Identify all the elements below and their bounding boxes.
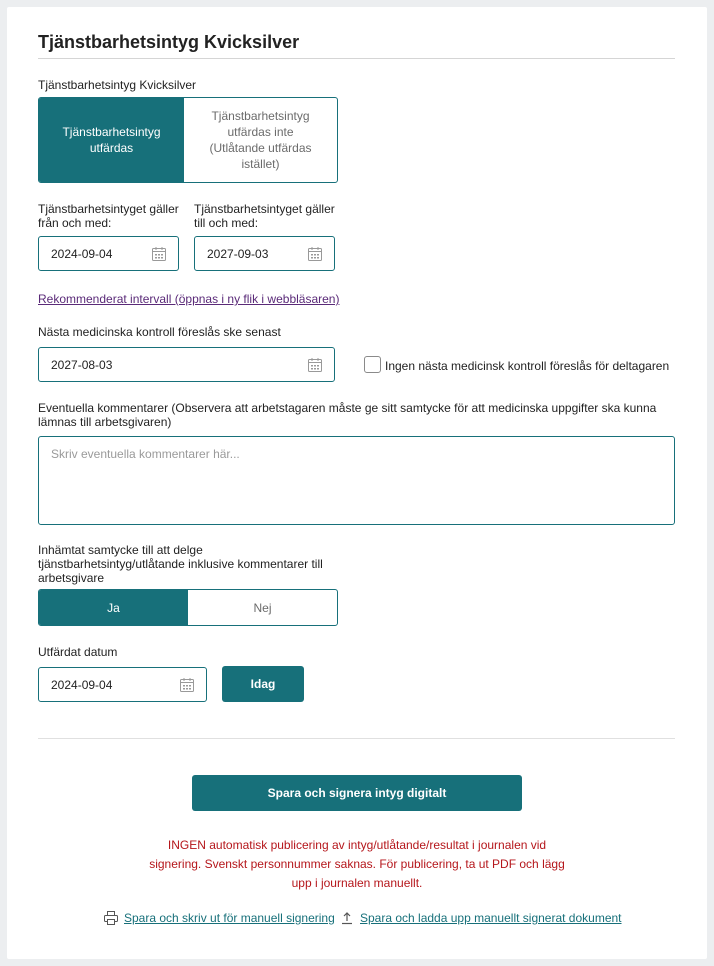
consent-yes-button[interactable]: Ja <box>39 590 188 625</box>
comments-label: Eventuella kommentarer (Observera att arbetstagaren måste ge sitt samtycke för att medicinska uppgifter ska kunna lämnas till arbetsgivaren) <box>38 401 657 429</box>
print-link-label: Spara och skriv ut för manuell signering <box>124 911 335 925</box>
consent-no-button[interactable]: Nej <box>253 600 272 615</box>
print-manual-sign-link[interactable] <box>104 911 335 925</box>
title-divider <box>38 58 675 59</box>
upload-link-label: Spara och ladda upp manuellt signerat dokument <box>360 911 622 925</box>
valid-from-input[interactable] <box>38 236 179 271</box>
no-next-control-label: Ingen nästa medicinsk kontroll föreslås för deltagaren <box>385 359 670 373</box>
no-next-control-checkbox[interactable] <box>364 356 381 373</box>
consent-label: Inhämtat samtycke till att delge tjänstbarhetsintyg/utlåtande inklusive kommentarer till arbetsgivare <box>38 543 323 585</box>
calendar-icon[interactable] <box>180 678 194 692</box>
valid-from-label: Tjänstbarhetsintyget gäller från och med: <box>38 202 179 230</box>
calendar-icon[interactable] <box>152 247 166 261</box>
valid-to-label: Tjänstbarhetsintyget gäller till och med: <box>194 202 335 230</box>
upload-icon <box>340 911 354 925</box>
next-control-value: 2027-08-03 <box>51 357 113 372</box>
issued-date-input[interactable] <box>38 667 207 702</box>
issued-date-value: 2024-09-04 <box>51 677 113 692</box>
printer-icon <box>104 911 118 925</box>
option-issue-button[interactable]: Tjänstbarhetsintyg utfärdas <box>39 98 184 182</box>
page-title: Tjänstbarhetsintyg Kvicksilver <box>38 32 300 52</box>
comments-textarea[interactable] <box>38 436 675 525</box>
save-sign-button[interactable]: Spara och signera intyg digitalt <box>192 775 522 811</box>
option-no-issue-button[interactable]: Tjänstbarhetsintyg utfärdas inte (Utlåtande utfärdas istället) <box>209 109 312 171</box>
calendar-icon[interactable] <box>308 358 322 372</box>
form-card <box>7 7 707 959</box>
valid-to-input[interactable] <box>194 236 335 271</box>
upload-signed-link[interactable] <box>340 911 622 925</box>
certificate-choice-toggle <box>38 97 338 183</box>
recommended-interval-link[interactable]: Rekommenderat intervall (öppnas i ny flik i webbläsaren) <box>38 292 340 306</box>
calendar-icon[interactable] <box>308 247 322 261</box>
next-control-label: Nästa medicinska kontroll föreslås ske senast <box>38 325 281 339</box>
publication-warning: INGEN automatisk publicering av intyg/utlåtande/resultat i journalen vid signering. Svenskt personnummer saknas. För publicering, ta ut PDF och lägg upp i journalen manuellt. <box>149 838 565 890</box>
valid-to-value: 2027-09-03 <box>207 246 269 261</box>
next-control-input[interactable] <box>38 347 335 382</box>
consent-toggle <box>38 589 338 626</box>
certificate-choice-label: Tjänstbarhetsintyg Kvicksilver <box>38 78 197 92</box>
issued-date-label: Utfärdat datum <box>38 645 118 659</box>
today-button[interactable]: Idag <box>222 666 304 702</box>
valid-from-value: 2024-09-04 <box>51 246 113 261</box>
comments-placeholder: Skriv eventuella kommentarer här... <box>51 447 240 461</box>
section-divider <box>38 738 675 739</box>
